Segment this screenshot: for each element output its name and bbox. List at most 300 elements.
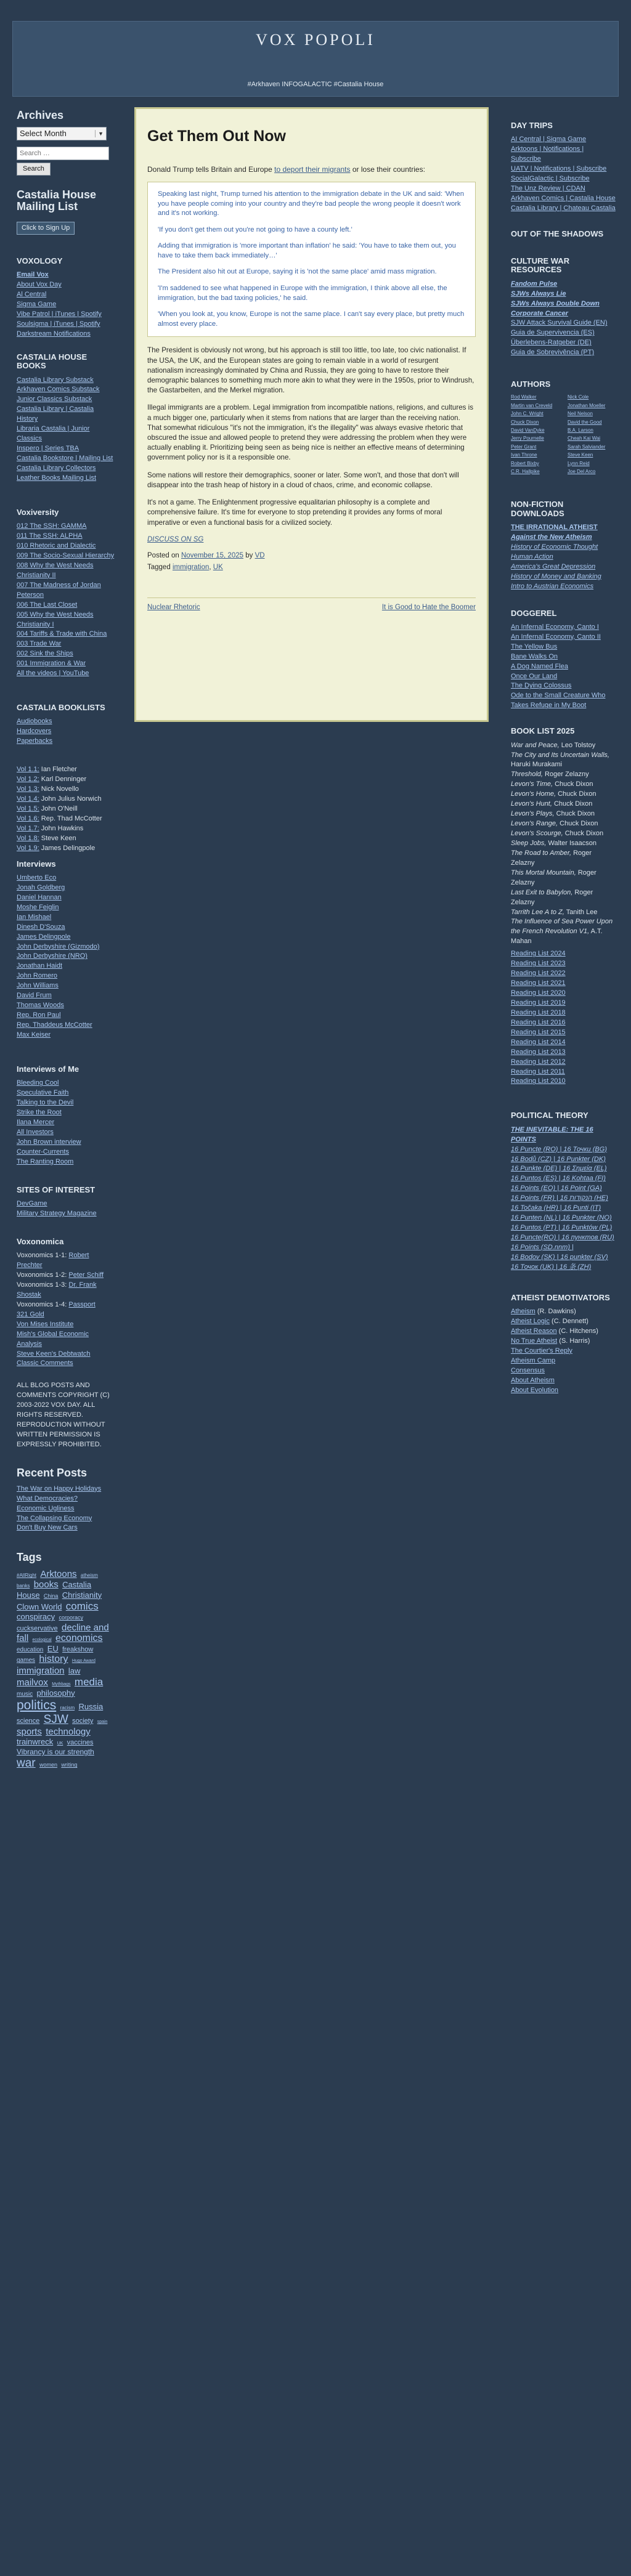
sixteen-points-link[interactable]: 16 Bodů (CZ) | 16 Punkter (DK)	[511, 1155, 606, 1163]
tag-link[interactable]: Mythbags	[52, 1682, 71, 1687]
demotivator-link[interactable]: About Atheism	[511, 1376, 555, 1384]
tag-link[interactable]: Hugo Award	[71, 1659, 96, 1664]
author-link[interactable]: B.A. Larson	[568, 427, 593, 434]
interview-link[interactable]: Dinesh D'Souza	[17, 923, 65, 931]
castalia-book-link[interactable]: Leather Books Mailing List	[17, 474, 97, 482]
next-post-link[interactable]: It is Good to Hate the Boomer	[381, 603, 476, 611]
book-entry	[511, 849, 616, 869]
culture-war-link[interactable]: Corporate Cancer	[511, 309, 568, 317]
day-trip-link[interactable]: AI Central | Sigma Game	[511, 136, 587, 144]
voxiversity-link[interactable]: 002 Sink the Ships	[17, 650, 73, 658]
reading-list-link[interactable]: Reading List 2013	[511, 1048, 566, 1056]
castalia-book-link[interactable]: Arkhaven Comics Substack	[17, 386, 100, 394]
author-link[interactable]: Peter Grant	[511, 444, 537, 450]
volume-item	[17, 795, 115, 804]
tag-link[interactable]: China	[43, 1592, 59, 1599]
book-author: A.T. Mahan	[511, 928, 603, 946]
doggerel-link[interactable]: An Infernal Economy, Canto I	[511, 623, 599, 631]
tag-link[interactable]: war	[17, 1757, 36, 1770]
nonfiction-item	[511, 582, 616, 592]
voxiversity-link[interactable]: 003 Trade War	[17, 640, 62, 648]
author-link[interactable]: Rod Walker	[511, 394, 537, 400]
interview-of-me-link[interactable]: Strike the Root	[17, 1109, 62, 1117]
interview-link[interactable]: Umberto Eco	[17, 873, 57, 881]
economics-site-link[interactable]: 321 Gold	[17, 1310, 44, 1318]
voxiversity-link[interactable]: 001 Immigration & War	[17, 660, 86, 668]
tag-link[interactable]: mailvox	[17, 1677, 48, 1688]
culture-war-link[interactable]: SJWs Always Lie	[511, 290, 566, 298]
interview-link[interactable]: Jonathan Haidt	[17, 962, 62, 970]
political-theory-heading: POLITICAL THEORY	[511, 1111, 588, 1120]
tag-link[interactable]: vaccines	[67, 1739, 94, 1747]
interview-link[interactable]: Rep. Thaddeus McCotter	[17, 1021, 92, 1029]
sixteen-points-link[interactable]: 16 Točaka (HR) | 16 Punti (IT)	[511, 1204, 601, 1212]
voxiversity-link[interactable]: 010 Rhetoric and Dialectic	[17, 542, 96, 550]
book-author: Roger Zelazny	[511, 869, 596, 886]
author-link[interactable]: Lynn Reid	[568, 460, 590, 466]
interview-link[interactable]: John Derbyshire (NRO)	[17, 952, 88, 960]
sixteen-points-link[interactable]: 16 Punkte (DE) | 16 Σημεία (EL)	[511, 1165, 607, 1173]
demotivator-credit: (C. Hitchens)	[558, 1327, 598, 1335]
nonfiction-link[interactable]: America's Great Depression	[511, 562, 596, 570]
castalia-book-link[interactable]: Castalia Bookstore | Mailing List	[17, 455, 113, 463]
reading-list-item	[511, 998, 616, 1008]
author-link[interactable]: C.R. Hallpike	[511, 469, 540, 474]
sixteen-points-item	[511, 1223, 616, 1233]
tag-link[interactable]: science	[17, 1717, 40, 1725]
day-trip-link[interactable]: The Unz Review | CDAN	[511, 184, 585, 192]
book-author: Tanith Lee	[566, 908, 598, 916]
left-sidebar	[17, 110, 115, 1770]
search-input[interactable]	[17, 147, 109, 160]
sixteen-points-item	[511, 1155, 616, 1165]
tag-link[interactable]: music	[17, 1690, 33, 1698]
interview-of-me-item	[17, 1157, 115, 1167]
voxiversity-link[interactable]: 006 The Last Closet	[17, 601, 78, 609]
reading-list-link[interactable]: Reading List 2021	[511, 979, 566, 987]
castalia-book-link[interactable]: Libraria Castalia | Junior Classics	[17, 425, 90, 443]
tag-link[interactable]: Christianity	[62, 1590, 102, 1600]
sixteen-points-link[interactable]: 16 Points (EO) | 16 Point (GA)	[511, 1185, 602, 1193]
site-title[interactable]: VOX POPOLI	[256, 31, 375, 49]
economics-site-link[interactable]: Steve Keen's Debtwatch	[17, 1350, 91, 1358]
voxology-link[interactable]: Email Vox	[17, 271, 49, 279]
interview-link[interactable]: Rep. Ron Paul	[17, 1011, 61, 1019]
tag-link[interactable]: media	[74, 1676, 104, 1688]
author-link[interactable]: Nick Cole	[568, 394, 589, 400]
author-link[interactable]: John C. Wright	[511, 411, 543, 417]
tag-link[interactable]: comics	[65, 1600, 99, 1612]
voxonomica-label: Voxonomics 1-3:	[17, 1281, 67, 1289]
interview-of-me-link[interactable]: Bleeding Cool	[17, 1079, 59, 1087]
interview-link[interactable]: John Romero	[17, 972, 58, 980]
sixteen-points-link[interactable]: 16 Bodov (SK) | 16 punkter (SV)	[511, 1253, 608, 1261]
voxology-link[interactable]: Sigma Game	[17, 301, 57, 309]
doggerel-item	[511, 652, 616, 662]
interview-link[interactable]: David Frum	[17, 992, 52, 1000]
day-trip-link[interactable]: UATV | Notifications | Subscribe	[511, 165, 607, 173]
nonfiction-link[interactable]: History of Money and Banking	[511, 572, 601, 580]
culture-war-link[interactable]: SJWs Always Double Down	[511, 299, 600, 307]
interview-item	[17, 1031, 115, 1040]
reading-list-link[interactable]: Reading List 2023	[511, 960, 566, 968]
reading-list-link[interactable]: Reading List 2014	[511, 1038, 566, 1046]
author-link[interactable]: Steve Keen	[568, 452, 593, 458]
volume-link[interactable]: Vol 1.6:	[17, 814, 39, 822]
voxonomica-link[interactable]: Dr. Frank Shostak	[17, 1281, 97, 1298]
interview-of-me-link[interactable]: Talking to the Devil	[17, 1099, 74, 1107]
tag-link[interactable]: politics	[17, 1698, 57, 1712]
book-entry	[511, 829, 616, 839]
demotivator-credit: (S. Harris)	[559, 1337, 590, 1345]
voxonomica-link[interactable]: Robert Prechter	[17, 1252, 89, 1270]
booklist-link[interactable]: Hardcovers	[17, 727, 52, 735]
interview-link[interactable]: John Derbyshire (Gizmodo)	[17, 942, 100, 950]
castalia-book-link[interactable]: Castalia Library Collectors	[17, 464, 96, 472]
culture-war-link[interactable]: Überlebens-Ratgeber (DE)	[511, 339, 592, 347]
book-author: Chuck Dixon	[555, 780, 593, 788]
reading-list-link[interactable]: Reading List 2016	[511, 1018, 566, 1026]
tag-link[interactable]: Russia	[78, 1701, 104, 1711]
culture-war-item	[511, 299, 616, 309]
sixteen-points-link[interactable]: 16 Points (SD.nnm) |	[511, 1243, 574, 1251]
voxology-link[interactable]: Al Central	[17, 291, 47, 299]
tag-link[interactable]: law	[68, 1666, 81, 1675]
doggerel-link[interactable]: Ode to the Small Creature Who Takes Refuge in My Boot	[511, 692, 606, 710]
author-link[interactable]: Ivan Throne	[511, 452, 537, 458]
tag-link[interactable]: Arktoons	[40, 1569, 77, 1580]
demotivator-link[interactable]: Atheism Camp	[511, 1356, 556, 1364]
reading-list-link[interactable]: Reading List 2010	[511, 1077, 566, 1085]
author-link[interactable]: Jonathan Moeller	[568, 402, 606, 408]
booklist-item	[17, 727, 115, 737]
author-link[interactable]: Joe Del Arco	[568, 469, 596, 474]
day-trip-link[interactable]: Arkhaven Comics | Castalia House	[511, 194, 616, 202]
interview-link[interactable]: Daniel Hannan	[17, 893, 62, 901]
interview-of-me-link[interactable]: John Brown interview	[17, 1138, 81, 1146]
voxiversity-item	[17, 659, 115, 669]
nonfiction-link[interactable]: Human Action	[511, 553, 553, 561]
sixteen-points-link[interactable]: 16 Points (FR) | הנקודות 16 (HE)	[511, 1194, 608, 1202]
voxonomica-heading: Voxonomica	[17, 1236, 64, 1246]
voxology-link[interactable]: Soulsigma | iTunes | Spotify	[17, 320, 100, 328]
tag-link[interactable]: #AllRight	[17, 1573, 37, 1579]
volume-link[interactable]: Vol 1.1:	[17, 766, 39, 774]
culture-war-link[interactable]: Fandom Pulse	[511, 280, 558, 288]
tag-link[interactable]: conspiracy	[17, 1612, 55, 1622]
culture-war-list	[511, 280, 616, 358]
post-date-link[interactable]: November 15, 2025	[181, 552, 244, 560]
tag-link[interactable]: Castalia House	[17, 1580, 92, 1600]
reading-list-link[interactable]: Reading List 2011	[511, 1067, 565, 1075]
author-link[interactable]: Chuck Dixon	[511, 419, 539, 425]
castalia-book-link[interactable]: Castalia Library | Castalia History	[17, 405, 94, 423]
recent-post-link[interactable]: The Collapsing Economy	[17, 1514, 92, 1522]
doggerel-link[interactable]: Bane Walks On	[511, 652, 558, 660]
reading-list-link[interactable]: Reading List 2019	[511, 998, 566, 1007]
volume-guest: Rep. Thad McCotter	[41, 814, 102, 822]
intro-text-end: or lose their countries:	[350, 164, 425, 174]
voxiversity-item	[17, 669, 115, 679]
sixteen-points-link[interactable]: 16 Punten (NL) | 16 Punkter (NO)	[511, 1214, 612, 1222]
nonfiction-link[interactable]: THE IRRATIONAL ATHEIST	[511, 523, 598, 531]
site-of-interest-link[interactable]: Military Strategy Magazine	[17, 1209, 97, 1217]
recent-post-link[interactable]: Economic Ugliness	[17, 1504, 75, 1512]
tag-link[interactable]: society	[72, 1717, 94, 1725]
interview-of-me-link[interactable]: All Investors	[17, 1128, 54, 1136]
culture-war-link[interactable]: SJW Attack Survival Guide (EN)	[511, 319, 608, 327]
tag-link[interactable]: Clown World	[17, 1602, 62, 1611]
volume-item	[17, 834, 115, 844]
post-author-link[interactable]: VD	[254, 552, 265, 560]
interview-link[interactable]: Ian Mishael	[17, 913, 52, 921]
reading-list-link[interactable]: Reading List 2024	[511, 950, 566, 958]
interview-link[interactable]: James Delingpole	[17, 933, 71, 941]
previous-post-link[interactable]: Nuclear Rhetoric	[147, 603, 200, 611]
volume-link[interactable]: Vol 1.9:	[17, 844, 39, 852]
doggerel-link[interactable]: Once Our Land	[511, 672, 558, 680]
voxonomica-item	[17, 1251, 115, 1271]
castalia-book-item	[17, 474, 115, 484]
author-link[interactable]: David VanDyke	[511, 427, 545, 434]
volume-link[interactable]: Vol 1.7:	[17, 824, 39, 832]
reading-list-link[interactable]: Reading List 2022	[511, 970, 566, 978]
voxiversity-link[interactable]: All the videos | YouTube	[17, 670, 89, 678]
reading-list-item	[511, 1038, 616, 1048]
tag-link[interactable]: spain	[97, 1719, 108, 1724]
interview-of-me-link[interactable]: The Ranting Room	[17, 1157, 74, 1165]
author-link[interactable]: Robert Bixby	[511, 460, 539, 466]
post-intro	[147, 164, 476, 174]
book-author: Roger Zelazny	[511, 888, 593, 906]
sixteen-points-item	[511, 1263, 616, 1273]
doggerel-link[interactable]: A Dog Named Flea	[511, 662, 568, 670]
site-of-interest-link[interactable]: DevGame	[17, 1199, 47, 1207]
author-link[interactable]: Martin van Creveld	[511, 402, 553, 408]
tag-link[interactable]: education	[17, 1646, 44, 1654]
doggerel-link[interactable]: The Dying Colossus	[511, 682, 572, 690]
booklists-heading: CASTALIA BOOKLISTS	[17, 703, 105, 713]
reading-list-link[interactable]: Reading List 2012	[511, 1058, 566, 1066]
voxiversity-link[interactable]: 008 Why the West Needs Christianity II	[17, 561, 94, 579]
volume-link[interactable]: Vol 1.4:	[17, 795, 39, 803]
sixteen-points-link[interactable]: 16 Точок (UK) | 16 条 (ZH)	[511, 1263, 592, 1271]
voxiversity-link[interactable]: 009 The Socio-Sexual Hierarchy	[17, 551, 115, 559]
booklist-item	[17, 717, 115, 727]
reading-list-link[interactable]: Reading List 2018	[511, 1008, 566, 1016]
nonfiction-item	[511, 562, 616, 572]
demotivator-link[interactable]: Atheism	[511, 1308, 535, 1316]
voxiversity-item	[17, 522, 115, 532]
interview-of-me-link[interactable]: Speculative Faith	[17, 1089, 69, 1097]
author-link[interactable]: Jerry Pournelle	[511, 435, 544, 442]
doggerel-item	[511, 642, 616, 652]
interview-link[interactable]: Jonah Goldberg	[17, 883, 65, 891]
volume-link[interactable]: Vol 1.3:	[17, 785, 39, 793]
culture-war-link[interactable]: Guia de Supervivencia (ES)	[511, 329, 595, 337]
demotivator-link[interactable]: About Evolution	[511, 1386, 559, 1394]
demotivator-link[interactable]: The Courtier's Reply	[511, 1347, 572, 1355]
interview-link[interactable]: John Williams	[17, 982, 59, 990]
day-trip-item	[511, 184, 616, 194]
voxiversity-link[interactable]: 007 The Madness of Jordan Peterson	[17, 581, 101, 599]
volume-item	[17, 844, 115, 854]
tag-link[interactable]: SJW	[43, 1712, 68, 1726]
book-entry	[511, 790, 616, 800]
doggerel-link[interactable]: The Yellow Bus	[511, 642, 558, 650]
volume-link[interactable]: Vol 1.8:	[17, 834, 39, 842]
booklist-link[interactable]: Paperbacks	[17, 737, 53, 745]
tag-link[interactable]: ecological	[32, 1637, 52, 1642]
booklist-link[interactable]: Audiobooks	[17, 718, 52, 726]
nonfiction-heading: NON-FICTION DOWNLOADS	[511, 500, 564, 518]
castalia-book-link[interactable]: Castalia Library Substack	[17, 376, 94, 384]
tag-link[interactable]: racism	[60, 1704, 75, 1711]
voxonomica-link[interactable]: Peter Schiff	[68, 1271, 104, 1279]
nonfiction-link[interactable]: History of Economic Thought	[511, 543, 598, 551]
interview-item	[17, 981, 115, 991]
voxology-link[interactable]: Vibe Patrol | iTunes | Spotify	[17, 310, 102, 318]
doggerel-item	[511, 662, 616, 672]
sixteen-points-link[interactable]: 16 Puncte (RO) | 16 Точки (BG)	[511, 1145, 607, 1153]
voxiversity-link[interactable]: 005 Why the West Needs Christianity I	[17, 610, 94, 628]
economics-site-link[interactable]: Mish's Global Economic Analysis	[17, 1330, 89, 1348]
demotivator-link[interactable]: Atheist Reason	[511, 1327, 557, 1335]
sixteen-points-item	[511, 1145, 616, 1155]
culture-war-item	[511, 328, 616, 338]
tag-link[interactable]: decline and fall	[17, 1622, 109, 1643]
interviews-heading: Interviews	[17, 859, 56, 869]
tag-link[interactable]: cuckservative	[17, 1624, 58, 1632]
recent-post-link[interactable]: What Democracies?	[17, 1494, 78, 1502]
voxiversity-link[interactable]: 011 The SSH: ALPHA	[17, 532, 83, 540]
post-meta: DISCUSS ON SG Posted on November 15, 2025 by VD Tagged immigration, UK	[147, 535, 265, 571]
body-paragraph: Some nations will restore their demographics, sooner or later. Some won't, and those that don't will disappear into the trash heap of history in a cloud of chaos, crime, and economic collapse.	[147, 471, 459, 489]
interview-link[interactable]: Thomas Woods	[17, 1002, 64, 1010]
tag-link[interactable]: sports	[17, 1726, 42, 1737]
interview-of-me-item	[17, 1138, 115, 1148]
interview-item	[17, 1001, 115, 1011]
reading-list-link[interactable]: Reading List 2020	[511, 989, 566, 997]
interview-of-me-item	[17, 1098, 115, 1108]
sixteen-points-item	[511, 1253, 616, 1263]
tag-link[interactable]: books	[33, 1579, 59, 1590]
sixteen-points-link[interactable]: 16 Puncte(RO) | 16 пунктов (RU)	[511, 1234, 614, 1241]
interview-link[interactable]: Moshe Feiglin	[17, 903, 59, 911]
quote-paragraph: 'When you look at, you know, Europe is not the same place. I can't say every place, but pretty much almost every place.	[158, 310, 465, 328]
tag-link[interactable]: atheism	[80, 1573, 98, 1579]
tag-link[interactable]: immigration	[17, 1665, 65, 1676]
interview-item	[17, 1011, 115, 1021]
interview-link[interactable]: Max Keiser	[17, 1031, 51, 1039]
culture-war-item	[511, 280, 616, 290]
discuss-link[interactable]: DISCUSS ON SG	[147, 535, 204, 543]
castalia-book-item	[17, 464, 115, 474]
archive-month-select[interactable]	[17, 127, 107, 140]
author-link[interactable]: David the Good	[568, 419, 602, 425]
demotivator-link[interactable]: No True Atheist	[511, 1337, 558, 1345]
tag-link[interactable]: writing	[61, 1762, 78, 1768]
book-title: Levon's Time,	[511, 780, 553, 788]
author-link[interactable]: Cheah Kai Wai	[568, 435, 601, 442]
tag-link[interactable]: corporacy	[59, 1614, 83, 1621]
doggerel-item	[511, 691, 616, 711]
book-title: Threshold,	[511, 771, 543, 779]
tag-link[interactable]: trainwreck	[17, 1737, 54, 1747]
tag-link[interactable]: philosophy	[36, 1688, 75, 1698]
volume-link[interactable]: Vol 1.5:	[17, 805, 39, 812]
economics-site-item	[17, 1320, 115, 1330]
signup-button[interactable]: Click to Sign Up	[17, 222, 75, 235]
interview-of-me-link[interactable]: Counter-Currents	[17, 1148, 69, 1156]
voxiversity-link[interactable]: 012 The SSH: GAMMA	[17, 522, 87, 530]
voxology-link[interactable]: Darkstream Notifications	[17, 330, 91, 338]
book-title: Sleep Jobs,	[511, 839, 547, 847]
atheist-demotivators-list	[511, 1307, 616, 1395]
tag-link[interactable]: freakshow	[62, 1646, 94, 1654]
body-paragraph: It's not a game. The Enlightenment progressive equalitarian philosophy is a complete and comprehensive failure. It's time for everyone to stop pretending it provides any forms of moral imperative or even a functional basis for a civilized society.	[147, 498, 442, 527]
castalia-book-link[interactable]: Inspero | Series TBA	[17, 445, 79, 453]
voxiversity-link[interactable]: 004 Tariffs & Trade with China	[17, 630, 107, 638]
tag-link[interactable]: economics	[55, 1632, 103, 1643]
tag-link-immigration[interactable]: immigration	[172, 563, 210, 571]
tag-link[interactable]: history	[39, 1654, 68, 1665]
recent-post-link[interactable]: Don't Buy New Cars	[17, 1524, 78, 1532]
author-link[interactable]: Sarah Salviander	[568, 444, 606, 450]
tag-link[interactable]: women	[39, 1762, 57, 1768]
demotivator-link[interactable]: Consensus	[511, 1366, 545, 1374]
day-trip-link[interactable]: SocialGalactic | Subscribe	[511, 175, 590, 183]
nonfiction-link[interactable]: Against the New Atheism	[511, 533, 592, 541]
book-title: Last Exit to Babylon,	[511, 888, 573, 896]
day-trip-link[interactable]: Castalia Library | Chateau Castalia	[511, 204, 616, 212]
tag-link[interactable]: Vibrancy is our strength	[17, 1748, 94, 1757]
economics-site-link[interactable]: Von Mises Institute	[17, 1320, 74, 1328]
tag-link-uk[interactable]: UK	[213, 563, 223, 571]
reading-list-link[interactable]: Reading List 2015	[511, 1028, 566, 1036]
book-author: Chuck Dixon	[558, 790, 596, 798]
voxology-link[interactable]: About Vox Day	[17, 281, 62, 289]
economics-site-link[interactable]: Classic Comments	[17, 1359, 73, 1367]
search-button[interactable]: Search	[17, 163, 51, 176]
atheist-demotivators-heading: ATHEIST DEMOTIVATORS	[511, 1292, 610, 1302]
tag-link[interactable]: games	[17, 1657, 36, 1664]
voxiversity-list	[17, 522, 115, 679]
intro-link[interactable]: to deport their migrants	[274, 164, 351, 174]
volume-link[interactable]: Vol 1.2:	[17, 776, 39, 784]
interviews-of-me-heading: Interviews of Me	[17, 1064, 79, 1074]
author-link[interactable]: Neil Nelson	[568, 411, 593, 417]
demotivator-link[interactable]: Atheist Logic	[511, 1317, 550, 1325]
tag-link[interactable]: UK	[57, 1741, 63, 1746]
sixteen-points-link[interactable]: 16 Puntos (PT) | 16 Punktów (PL)	[511, 1224, 613, 1232]
tag-link[interactable]: EU	[47, 1644, 59, 1654]
culture-war-link[interactable]: Guia de Sobrevivência (PT)	[511, 349, 595, 357]
interview-of-me-link[interactable]: Ilana Mercer	[17, 1118, 55, 1126]
day-trip-link[interactable]: Arktoons | Notifications | Subscribe	[511, 145, 584, 163]
tagged-label: Tagged	[147, 563, 171, 571]
tag-link[interactable]: technology	[46, 1726, 91, 1737]
doggerel-link[interactable]: An Infernal Economy, Canto II	[511, 633, 601, 641]
castalia-book-link[interactable]: Junior Classics Substack	[17, 395, 92, 403]
nonfiction-link[interactable]: Intro to Austrian Economics	[511, 582, 594, 590]
volume-guest: James Delingpole	[41, 844, 96, 852]
voxonomica-link[interactable]: Passport	[68, 1300, 96, 1308]
tag-link[interactable]: banks	[17, 1583, 30, 1589]
sixteen-points-link[interactable]: 16 Puntos (ES) | 16 Kohtaa (FI)	[511, 1175, 606, 1183]
the-inevitable-link[interactable]: THE INEVITABLE: THE 16 POINTS	[511, 1125, 593, 1143]
recent-post-link[interactable]: The War on Happy Holidays	[17, 1484, 102, 1493]
